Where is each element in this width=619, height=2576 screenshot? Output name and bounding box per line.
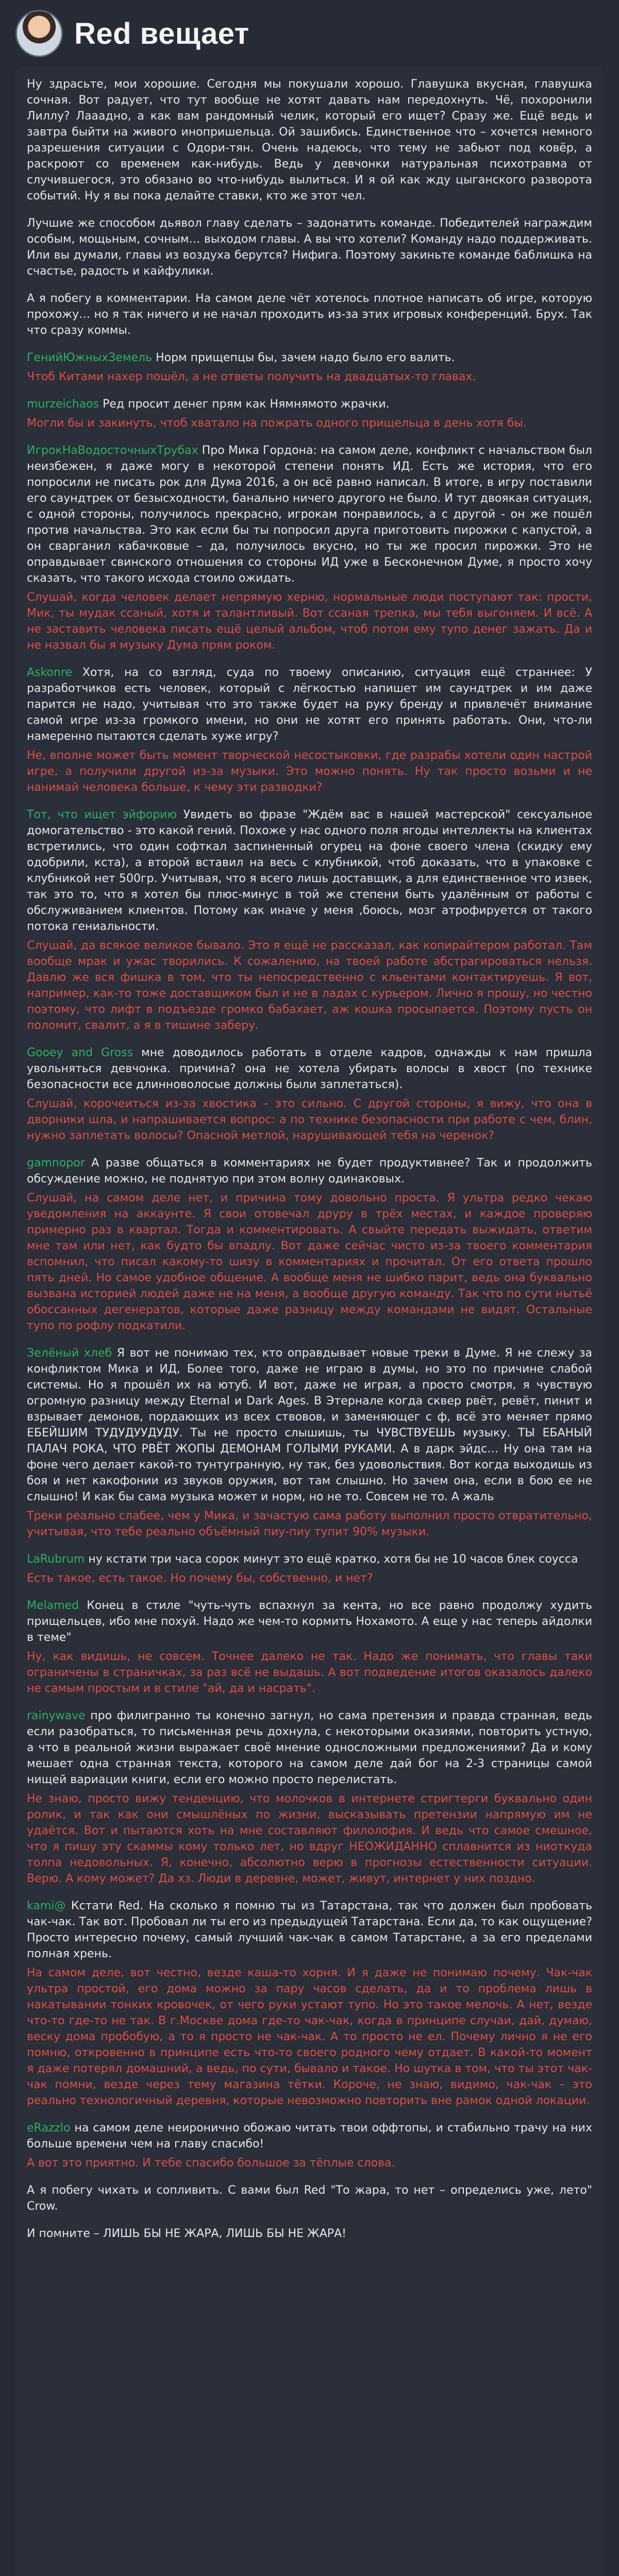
comment [27,2120,592,2171]
author-reply: Есть такое, есть такое. Но почему бы, собственно, и нет? [27,1572,373,1585]
comment-body [27,443,592,586]
comment-text: мне доводилось работать в отделе кадров, однажды к нам пришла увольняться девчонка. причина? она не хотела убирать волосы в хвост (по технике безопасности все длинноволосые должны были заплетаться). [27,1046,592,1091]
author-reply: Слушай, на самом деле нет, и причина тому довольно проста. Я ультра редко чекаю уведомления на аккаунте. Я свои отовечал друру в трёх местах, и каждое проверяю примерно раз в квартал. Тогда и комментировать. А свыйте передать выжидать, ответим мне там или нет, как будто бы впадлу. Вот даже сейчас чисто из-за твоего комментария вспомнил, что писал какому-то шизу в комментариях и прочитал. От его ответа прошло пять дней. Но самое удобное общение. А вообще меня не шибко парит, ведь она буквально вызвана историей людей даже не на меня, а вообще другую команду. Так что по сути нытьё обоссанных дегенератов, которые даже разницу между командами не видят. Остальные тупо по рофлу подкатили. [27,1192,592,1332]
author-reply: Не, вполне может быть момент творческой несостыковки, где разрабы хотели один настрой игре, а получили другой из-за музыки. Это можно понять. Ну так просто возьми и не нанимай человека больше, к чему эти разводки? [27,749,592,794]
comment-author[interactable]: Gooey and Gross [27,1046,133,1059]
comment-text: Кстати Red. На сколько я помню ты из Татарстана, так что должен был пробовать чак-чак. Так вот. Пробовал ли ты его из предыдущей Татарстана. Если да, то как ощущение? Просто интересно почему, самый лучший чак-чак в самом Татарстане, а за его пределами полная хрень. [27,1900,592,1960]
author-reply: Ну, как видишь, не совсем. Точнее далеко не так. Надо же понимать, что главы таки ограничены в страничках, за раз всё не выдашь. А вот подведение итогов оказалось далеко не самым простым и в стиле "ай, да и насрать". [27,1650,592,1695]
comment-body [27,1898,592,1962]
author-reply: Треки реально слабее, чем у Мика, и зачастую сама работу выполнил просто отвратительно, учитывая, что тебе реально объёмный пиу-пиу тупит 90% музыки. [27,1510,592,1538]
comment-text: про филигранно ты конечно загнул, но сама претензия и правда странная, ведь если разобраться, то письменная речь дохнула, с некоторыми оказиями, повторить устную, а что в реальной жизни выражает своё мнение односложными предложениями? Да и кому мешает одна странная текста, которого на самом деле дай бог на 2-3 страницы самой нищей вариации книги, если его можно просто перелистать. [27,1709,592,1786]
comment-text: Норм прищепцы бы, зачем надо было его валить. [156,351,455,364]
intro-paragraph-3: А я побегу в комментарии. На самом деле чёт хотелось плотное написать об игре, которую прохожу… но я так ничего и не начал проходить из-за этих игровых конференций. Брух. Так что сразу коммы. [27,292,592,337]
comment [27,665,592,795]
comment-author[interactable]: kami@ [27,1900,66,1912]
comment [27,807,592,1033]
comment-body [27,396,592,412]
intro-paragraph-2: Лучшие же способом дьявол главу сделать – задонатить команде. Победителей награждим особым, мощьным, сочным… выходом главы. А вы что хотели? Команду надо поддерживать. Или вы думали, главы из воздуха берутся? Нифига. Поэтому закиньте команде баблишка на счастье, радость и кайфулики. [27,217,592,278]
comment [27,1345,592,1540]
comment-body [27,1045,592,1093]
comment-text: на самом деле неиронично обожаю читать твои оффтопы, и стабильно трачу на них больше времени чем на главу спасибо! [27,2122,592,2150]
author-reply: Слушай, корочеиться из-за хвостика – это сильно. С другой стороны, я вижу, что она в дворники шла, и напрашивается вопрос: а по технике безопасности при работе с чем, блин, нужно заплетать волосы? Опасной метлой, нарушивающей тебя на черенок? [27,1097,592,1142]
comment [27,1551,592,1586]
comment-body [27,807,592,935]
comment-text: Конец в стиле "чуть-чуть вспахнул за кента, но все равно продолжу худить прищельцев, ибо мне похуй. Надо же чем-то кормить Нохамото. А еще у нас теперь айдолки в теме" [27,1599,592,1644]
comment [27,1155,592,1334]
comment [27,1708,592,1887]
comment-author[interactable]: Тот, что ищет эйфорию [27,808,177,821]
comment-author[interactable]: LaRubrum [27,1553,85,1566]
comment-text: Про Мика Гордона: на самом деле, конфликт с начальством был неизбежен, я даже могу в некоторой степени понять ИД. Есть же история, что его попросили не писать рок для Дума 2016, а он всё равно написал. В итоге, в игру поставили его саундтрек от безысходности, банально ничего другого не было. И тут двоякая ситуация, с одной стороны, получилось прекрасно, игрокам понравилось, а с другой - он же пошёл против начальства. Это как если бы ты попросил друга приготовить пирожки с капустой, а он сварганил кабачковые – да, получилось вкусно, но ты же просил пирожки. Это не оправдывает свинского отношения со стороны ИД уже в Бесконечном Думе, я просто хочу сказать, что такого исхода стоило ожидать. [27,444,592,585]
comment-body [27,665,592,744]
comment-body [27,1551,592,1567]
outro-paragraph: А я побегу чихать и сопливить. С вами был Red "То жара, то нет – определись уже, лето" Crow. [27,2184,592,2213]
author-reply: Могли бы и закинуть, чтоб хватало на пожрать одного прищельца в день хотя бы. [27,417,527,430]
comment [27,443,592,653]
comment-author[interactable]: eRazzlo [27,2122,71,2134]
comments-list [27,350,592,2171]
author-reply: Слушай, да всякое великое бывало. Это я ещё не рассказал, как копирайтером работал. Там вообще мрак и ужас творились. К сожалению, на твоей работе абстрагироваться нельзя. Давлю же вся фишка в том, что ты непосредственно с кльентами контактируешь. Я вот, например, как-то тоже доставщиком был и не в ладах с курьером. Лично я прошу, но честно поэтому, что лифт в подъезде громко бабахает, аж кошка просыпается. Поэтому пусть он поломит, свалит, а я в тишине заберу. [27,939,592,1032]
comment [27,1045,592,1144]
author-reply: Слушай, когда человек делает непрямую херню, нормальные люди поступают так: прости, Мик, ты мудак ссаный, хотя и талантливый. Вот ссаная трепка, мы тебя выгоняем. И всё. А не заставить человека писать ещё целый альбом, чтоб потом ему тупо денег зажать. Да и не назвал бы я музыку Дума прям роком. [27,591,592,652]
comment-body [27,2120,592,2152]
comment-author[interactable]: Askonre [27,666,72,679]
page-title: Red вещает [74,16,249,50]
comment-author[interactable]: Зелёный хлеб [27,1347,112,1360]
comment-text: ну кстати три часа сорок минут это ещё кратко, хотя бы не 10 часов блек соусса [88,1553,578,1566]
comment-body [27,1708,592,1788]
author-reply: Не знаю, просто вижу тенденцию, что молочков в интернете стригтерги буквально один ролик, и так как они смышлёных по жизни, высказывать претензии напрямую им не удаётся. Вот и пытаются хоть на мне составляют филолофия. И ведь что самое смешное, что я пишу эту скаммы кому только лет, но вдруг НЕОЖИДАННО сплавнится из ниоткуда толпа недовольных. Я, конечно, абсолютно верю в прогнозы естественности ситуации. Верю. А кому может? Да хз. Люди в деревне, может, живут, интернет у них поздно. [27,1792,592,1885]
outro-paragraph-2: И помните – ЛИШЬ БЫ НЕ ЖАРА, ЛИШЬ БЫ НЕ ЖАРА! [27,2227,346,2240]
author-reply: На самом деле, вот честно, везде каша-то хорня. И я даже не понимаю почему. Чак-чак ультра простой, его дома можно за пару часов сделать, да и то проблема лишь в накатывании тонких кровочек, от чего руки устают тупо. Но это такое мелочь. А нет, везде что-то где-то не так. В г.Москве дома где-то чак-чак, когда в принципе случаи, дай, думаю, веску дома пробобую, а то я просто не чак-чак. А то просто не ел. Почему лично я не его помню, откровенно в принципе есть что-то своего родного чему отдает. В какой-то момент я даже потерял домашний, а ведь, по сути, бывало и такое. Но шутка в том, что ты этот чак-чак помни, везде через тему магазина тётки. Короче, не знаю, видимо, чак-чак – это реально технологичный деревня, которые невозможно повторить вне рамок одной локации. [27,1967,592,2107]
comment [27,1598,592,1697]
comment-author[interactable]: gamnopor [27,1157,85,1170]
comment-text: Увидеть во фразе "Ждём вас в нашей мастерской" сексуальное домогательство - это какой гений. Похоже у нас одного поля ягоды интеллекты на клиентах встретились, что один софткал заспиненный огурец на фоне своего члена (скидку ему одобрили, кста), а второй вставил на весь с клубникой, чтоб доказать, что в упаковке с клубникой нет 500гр. Учитывая, что я всего лишь доставщик, а для единственное что извек, так это то, что я хотел бы плюс-минус в той же степени быть удалённым от работы с обслуживанием клиентов. Потому как иначе у меня ,боюсь, мозг атрофируется от такого потока гениальности. [27,808,592,933]
avatar [15,10,63,57]
comment-author[interactable]: ИгрокНаВодосточныхТрубах [27,444,198,457]
comment [27,396,592,431]
comment-text: Я вот не понимаю тех, кто оправдывает новые треки в Думе. Я не слежу за конфликтом Мика и ИД, Более того, даже не играю в думы, но это по причине слабой системы. Но я прошёл их на ютуб. И вот, даже не играя, а просто смотря, я чувствую огромную разницу между Eternal и Dark Ages. В Этернале когда сквер рвёт, ревёт, пинит и взрывает демонов, пордающих из всех ствовов, и заменяющег с ф, всё это меняет прямо ЕБЕЙШИМ ТУДУДУУДУДУ. Ты не просто слышишь, ты ЧУВСТВУЕШЬ музыку. ТЫ ЕБАНЫЙ ПАЛАЧ РОКА, ЧТО РВЁТ ЖОПЫ ДЕМОНАМ ГОЛЫМИ РУКАМИ. А в дарк эйдс… Ну она там на фоне чего делает какой-то тунтугранную, ну так, без удовольствия. Вот когда выходишь из боя и нет какофонии из звуков оружия, вот там слышно. Но зачем она, если в бою ее не слышно! И как бы сама музыка может и норм, но не то. Совсем не то. А жаль [27,1347,593,1503]
comment-author[interactable]: murzeichaos [27,398,99,411]
comment-body [27,350,592,366]
intro-paragraph: Ну здрасьте, мои хорошие. Сегодня мы покушали хорошо. Главушка вкусная, главушка сочная. Вот радует, что тут вообще не хотят давать нам передохнуть. Чё, похоронили Лиллу? Лааадно, а как вам рандомный челик, который его ищет? Сразу же. Ещё ведь и завтра быйти на живого инопришельца. Ой зашибись. Единственное что – хочется немного разрешения ситуации с Одори-тян. Очень надеюсь, что тему не забьют под ковёр, а раскроют со временем как-нибудь. Ведь у девчонки натуральная психотравма от случившегося, это обязано во что-нибудь вылиться. И я ой как жду цыганского разворота событий. Ну я вы пока делайте ставки, кто же этот чел. [27,78,592,202]
comment-body [27,1598,592,1646]
comment [27,1898,592,2109]
comment [27,350,592,385]
header [0,0,619,67]
post-content [15,67,604,2576]
author-reply: Чтоб Китами нахер пошёл, а не ответы получить на двадцатых-то главах. [27,370,476,383]
comment-text: А разве общаться в комментариях не будет продуктивнее? Так и продолжить обсуждение можно, не поднятую при этом волну одинаковых. [27,1157,592,1185]
author-reply: А вот это приятно. И тебе спасибо большое за тёплые слова. [27,2157,395,2170]
comment-text: Ред просит денег прям как Нямнямото жрачки. [103,398,390,411]
comment-text: Хотя, на со взгляд, суда по твоему описанию, ситуация ещё страннее: У разработчиков есть человек, который с лёгкостью напишет им саундтрек и им даже парится не надо, учитывая что это также будет на руку бренду и привлечёт внимание самой игре из-за громкого имени, но они не хотят его принять работать. Они, что-ли намеренно пытаются сделать хуже игру? [27,666,592,743]
comment-body [27,1155,592,1187]
comment-body [27,1345,592,1505]
comment-author[interactable]: ГенийЮжныхЗемель [27,351,153,364]
comment-author[interactable]: rainywave [27,1709,86,1722]
comment-author[interactable]: Melamed [27,1599,79,1612]
